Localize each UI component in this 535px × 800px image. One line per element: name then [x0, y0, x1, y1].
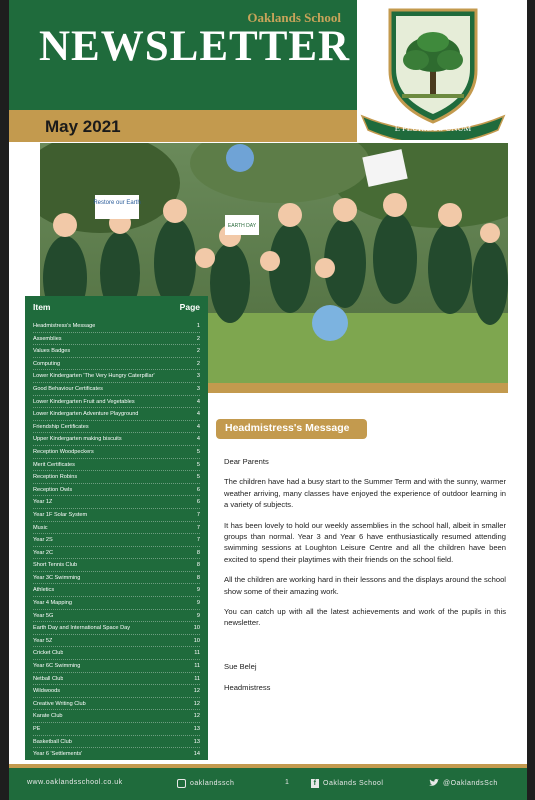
- toc-entry-title: Year 5G: [33, 612, 54, 619]
- toc-entry-page: 3: [196, 385, 200, 392]
- toc-entry-page: 6: [196, 499, 200, 506]
- toc-entry-title: Lower Kindergarten Adventure Playground: [33, 411, 139, 418]
- toc-entry-page: 9: [196, 612, 200, 619]
- footer-facebook[interactable]: [311, 779, 383, 788]
- toc-entry-title: Assemblies: [33, 335, 62, 342]
- toc-entry[interactable]: [33, 333, 200, 346]
- toc-entry[interactable]: [33, 559, 200, 572]
- toc-entry-page: 8: [196, 574, 200, 581]
- toc-entry-title: Year 2C: [33, 549, 54, 556]
- toc-entry-page: 4: [196, 398, 200, 405]
- toc-entry-page: 11: [194, 663, 200, 670]
- toc-entry[interactable]: [33, 736, 200, 749]
- toc-entry[interactable]: [33, 534, 200, 547]
- toc-entry[interactable]: [33, 484, 200, 497]
- left-frame: [0, 0, 9, 800]
- toc-entry-page: 5: [196, 448, 200, 455]
- toc-entry-page: 8: [196, 549, 200, 556]
- instagram-icon: [177, 779, 186, 788]
- toc-entry[interactable]: [33, 421, 200, 434]
- toc-entry-title: Upper Kindergarten making biscuits: [33, 436, 122, 443]
- issue-bar: [9, 110, 357, 142]
- crest-motto: E PLURIBUS UNUM: [394, 123, 472, 133]
- toc-entry-title: Earth Day and International Space Day: [33, 625, 131, 632]
- twitter-handle[interactable]: @OaklandsSch: [443, 779, 498, 787]
- newsletter-title: NEWSLETTER: [39, 23, 351, 70]
- toc-entry-title: Reception Robins: [33, 474, 78, 481]
- toc-entry[interactable]: [33, 673, 200, 686]
- toc-entry-title: Headmistress's Message: [33, 323, 96, 329]
- earth-sign-text: Restore our Earth: [93, 200, 141, 206]
- toc-entry-page: 12: [193, 700, 200, 707]
- toc-entry-page: 10: [193, 637, 200, 644]
- toc-entry[interactable]: [33, 748, 200, 761]
- right-frame: [527, 0, 535, 800]
- toc-entry-title: Year 2S: [33, 537, 53, 544]
- school-crest: [358, 8, 508, 140]
- toc-entry[interactable]: [33, 408, 200, 421]
- newsletter-header: [9, 0, 357, 110]
- toc-entry-title: Year 5Z: [33, 637, 53, 644]
- toc-entry-page: 4: [196, 423, 200, 430]
- toc-entry-title: Lower Kindergarten 'The Very Hungry Caterpillar': [33, 373, 155, 380]
- toc-page-heading: Page: [179, 302, 200, 312]
- toc-entry-title: Year 4 Mapping: [33, 600, 72, 607]
- twitter-icon: [429, 779, 439, 787]
- toc-entry[interactable]: [33, 610, 200, 623]
- facebook-handle[interactable]: Oaklands School: [323, 780, 384, 787]
- toc-entry-title: PE: [33, 726, 41, 732]
- instagram-handle[interactable]: oaklandssch: [190, 780, 235, 787]
- issue-month: May 2021: [45, 117, 121, 136]
- toc-entry-title: Reception Woodpeckers: [33, 448, 94, 455]
- toc-entry[interactable]: [33, 635, 200, 648]
- toc-entry[interactable]: [33, 522, 200, 535]
- toc-entry-title: Reception Owls: [33, 486, 73, 493]
- toc-entry-page: 12: [193, 713, 200, 720]
- toc-entry[interactable]: [33, 446, 200, 459]
- website-link[interactable]: www.oaklandsschool.co.uk: [27, 779, 123, 786]
- toc-entry-page: 7: [196, 524, 200, 531]
- toc-entry[interactable]: [33, 358, 200, 371]
- toc-entry-page: 2: [196, 335, 200, 342]
- toc-entry[interactable]: [33, 572, 200, 585]
- letter-paragraph: It has been lovely to hold our weekly assemblies in the school hall, albeit in smaller groups than normal. Year 3 and Year 6 have enthusiastically resumed attending swimming sessions at Loughton Leisure Centre and all the children have been excited to spend their playtimes with their friends on the school field.: [224, 520, 506, 564]
- letter-paragraph: All the children are working hard in their lessons and the displays around the school show some of their amazing work.: [224, 575, 506, 596]
- toc-entry[interactable]: [33, 383, 200, 396]
- toc-entry-title: Year 1F Solar System: [33, 511, 88, 518]
- toc-entry-page: 5: [196, 474, 200, 481]
- toc-entry-title: Good Behaviour Certificates: [33, 385, 103, 392]
- toc-entry-title: Computing: [33, 360, 61, 367]
- toc-entry-title: Year 6C Swimming: [33, 663, 81, 670]
- toc-entry-page: 9: [196, 587, 200, 594]
- earth-day-sign-text: EARTH DAY: [227, 223, 257, 229]
- toc-list: [25, 320, 208, 761]
- toc-entry-page: 4: [196, 436, 200, 443]
- toc-entry[interactable]: [33, 547, 200, 560]
- letter-paragraph: The children have had a busy start to the Summer Term and with the sunny, warmer weather arriving, many classes have enjoyed the experience of outdoor learning in a variety of subjects.: [224, 477, 506, 510]
- toc-entry-title: Basketball Club: [33, 738, 72, 745]
- toc-entry-page: 1: [196, 323, 200, 329]
- toc-entry-title: Wildwoods: [33, 688, 61, 695]
- toc-entry-page: 12: [193, 688, 200, 695]
- toc-entry-title: Karate Club: [33, 713, 63, 720]
- toc-entry-title: Netball Club: [33, 675, 64, 682]
- toc-entry[interactable]: [33, 647, 200, 660]
- message-heading-tab: [216, 419, 367, 439]
- toc-entry[interactable]: [33, 723, 200, 736]
- table-of-contents: [25, 296, 208, 760]
- facebook-icon: f: [311, 779, 319, 788]
- toc-entry-page: 13: [193, 738, 200, 745]
- toc-entry-title: Creative Writing Club: [33, 700, 86, 707]
- toc-entry-title: Values Badges: [33, 348, 71, 355]
- toc-entry-page: 5: [196, 461, 200, 468]
- toc-entry[interactable]: [33, 710, 200, 723]
- headmistress-letter: [224, 456, 506, 703]
- toc-entry[interactable]: [33, 660, 200, 673]
- toc-entry-page: 11: [194, 650, 200, 657]
- toc-entry[interactable]: [33, 345, 200, 358]
- toc-entry-page: 2: [196, 360, 200, 367]
- toc-entry-page: 8: [196, 562, 200, 569]
- toc-entry[interactable]: [33, 471, 200, 484]
- toc-entry-title: Cricket Club: [33, 650, 64, 657]
- toc-entry-title: Short Tennis Club: [33, 562, 78, 569]
- page-footer: [9, 764, 527, 800]
- toc-entry[interactable]: [33, 597, 200, 610]
- signature-name: Sue Belej: [224, 661, 257, 671]
- footer-twitter[interactable]: [429, 779, 498, 787]
- toc-entry[interactable]: [33, 698, 200, 711]
- letter-greeting: Dear Parents: [224, 457, 269, 466]
- toc-entry-page: 4: [196, 411, 200, 418]
- signature-role: Headmistress: [224, 683, 271, 693]
- toc-entry-title: Merit Certificates: [33, 461, 75, 468]
- globe-icon: [226, 144, 254, 172]
- photo-divider: [205, 383, 508, 393]
- footer-page-number: [285, 779, 289, 786]
- footer-instagram[interactable]: [177, 779, 234, 788]
- toc-entry[interactable]: [33, 320, 200, 333]
- toc-entry-title: Year 6 'Settlements': [33, 751, 83, 758]
- page-number: 1: [285, 779, 290, 786]
- letter-paragraph: You can catch up with all the latest achievements and work of the pupils in this newsletter.: [224, 607, 506, 628]
- toc-entry[interactable]: [33, 496, 200, 509]
- toc-entry[interactable]: [33, 584, 200, 597]
- toc-entry-page: 11: [194, 675, 200, 682]
- globe-icon: [312, 305, 348, 341]
- toc-entry[interactable]: [33, 370, 200, 383]
- toc-entry-title: Music: [33, 524, 48, 531]
- toc-entry-title: Athletics: [33, 587, 55, 594]
- toc-item-heading: Item: [33, 302, 51, 312]
- toc-entry-page: 6: [196, 486, 200, 493]
- toc-entry-page: 7: [196, 511, 200, 518]
- toc-entry[interactable]: [33, 459, 200, 472]
- toc-header: [25, 296, 208, 320]
- toc-entry-title: Year 1Z: [33, 499, 53, 506]
- toc-entry-title: Friendship Certificates: [33, 423, 89, 430]
- toc-entry-page: 13: [193, 726, 200, 732]
- toc-entry-page: 9: [196, 600, 200, 607]
- toc-entry[interactable]: [33, 433, 200, 446]
- toc-entry-page: 3: [196, 373, 200, 380]
- toc-entry-page: 2: [196, 348, 200, 355]
- toc-entry[interactable]: [33, 622, 200, 635]
- toc-entry-page: 10: [193, 625, 200, 632]
- toc-entry-page: 7: [196, 537, 200, 544]
- toc-entry[interactable]: [33, 685, 200, 698]
- footer-website[interactable]: [27, 779, 123, 786]
- toc-entry-title: Lower Kindergarten Fruit and Vegetables: [33, 398, 135, 405]
- school-name: Oaklands School: [247, 10, 341, 25]
- toc-entry[interactable]: [33, 509, 200, 522]
- toc-entry[interactable]: [33, 396, 200, 409]
- toc-entry-title: Year 3C Swimming: [33, 574, 81, 581]
- toc-entry-page: 14: [193, 751, 200, 758]
- earth-sign: [95, 195, 139, 219]
- message-heading: Headmistress's Message: [225, 422, 350, 434]
